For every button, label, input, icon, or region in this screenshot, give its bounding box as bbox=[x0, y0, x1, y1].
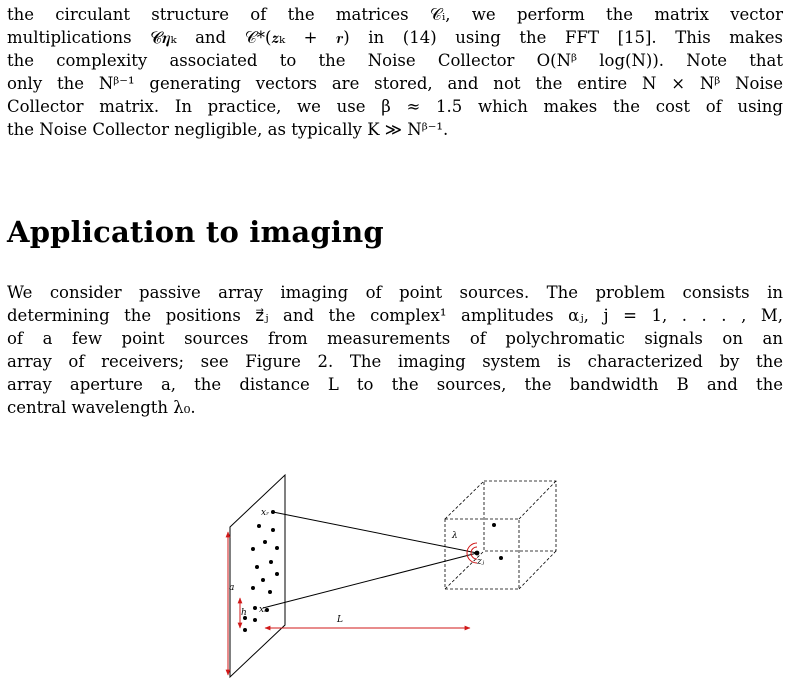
label-receiver-top: xᵣ bbox=[261, 508, 270, 518]
receiver-dot bbox=[253, 606, 257, 610]
source-dot-zj bbox=[475, 551, 480, 556]
text-line: the complexity associated to the Noise Collector O(Nᵝ log(N)). Note that bbox=[7, 51, 783, 70]
receiver-dot bbox=[268, 590, 272, 594]
label-aperture: a bbox=[229, 583, 235, 593]
receiver-dot bbox=[271, 528, 275, 532]
source-dot bbox=[499, 556, 503, 560]
text-line: Collector matrix. In practice, we use β ≈ 1.5 which makes the cost of using bbox=[7, 97, 783, 116]
imaging-setup-figure bbox=[215, 470, 565, 682]
receiver-array-plane bbox=[230, 475, 285, 677]
text-line: central wavelength λ₀. bbox=[7, 398, 196, 417]
label-spacing: h bbox=[241, 608, 247, 618]
receiver-dot bbox=[257, 524, 261, 528]
receiver-dot bbox=[255, 565, 259, 569]
receiver-dot bbox=[261, 578, 265, 582]
text-line: only the Nᵝ⁻¹ generating vectors are stored, and not the entire N × Nᵝ Noise bbox=[7, 74, 783, 93]
text-line: array aperture a, the distance L to the sources, the bandwidth B and the bbox=[7, 375, 783, 394]
receiver-dot bbox=[243, 628, 247, 632]
label-receiver-bottom: xₛ bbox=[259, 605, 268, 615]
paragraph-noise-collector bbox=[7, 3, 783, 141]
imaging-setup-diagram bbox=[215, 470, 565, 682]
text-line: multiplications 𝓒𝜼ₖ and 𝒞*(𝒛ₖ + 𝒓) in (14) using the FFT [15]. This makes bbox=[7, 28, 783, 47]
text-line: determining the positions z⃗ⱼ and the complex¹ amplitudes αⱼ, j = 1, . . . , M, bbox=[7, 306, 783, 325]
paragraph-imaging-setup bbox=[7, 281, 783, 419]
section-heading: Application to imaging bbox=[7, 215, 384, 249]
label-wavelength: λ bbox=[452, 531, 458, 541]
image-window-cube bbox=[445, 481, 556, 589]
text-line: the circulant structure of the matrices 𝒞ᵢ, we perform the matrix vector bbox=[7, 5, 783, 24]
text-line: array of receivers; see Figure 2. The imaging system is characterized by the bbox=[7, 352, 783, 371]
label-source: zⱼ bbox=[477, 557, 485, 567]
text-line: We consider passive array imaging of point sources. The problem consists in bbox=[7, 283, 783, 302]
source-dot bbox=[492, 523, 496, 527]
label-distance: L bbox=[337, 615, 343, 625]
receiver-dot bbox=[275, 572, 279, 576]
receiver-dot bbox=[275, 546, 279, 550]
text-line: the Noise Collector negligible, as typically K ≫ Nᵝ⁻¹. bbox=[7, 120, 449, 139]
source-dots bbox=[475, 523, 503, 560]
receiver-dot bbox=[251, 586, 255, 590]
receiver-dot bbox=[269, 560, 273, 564]
receiver-dot bbox=[253, 618, 257, 622]
text-line: of a few point sources from measurements of polychromatic signals on an bbox=[7, 329, 783, 348]
receiver-dot bbox=[251, 547, 255, 551]
receiver-dot bbox=[263, 540, 267, 544]
